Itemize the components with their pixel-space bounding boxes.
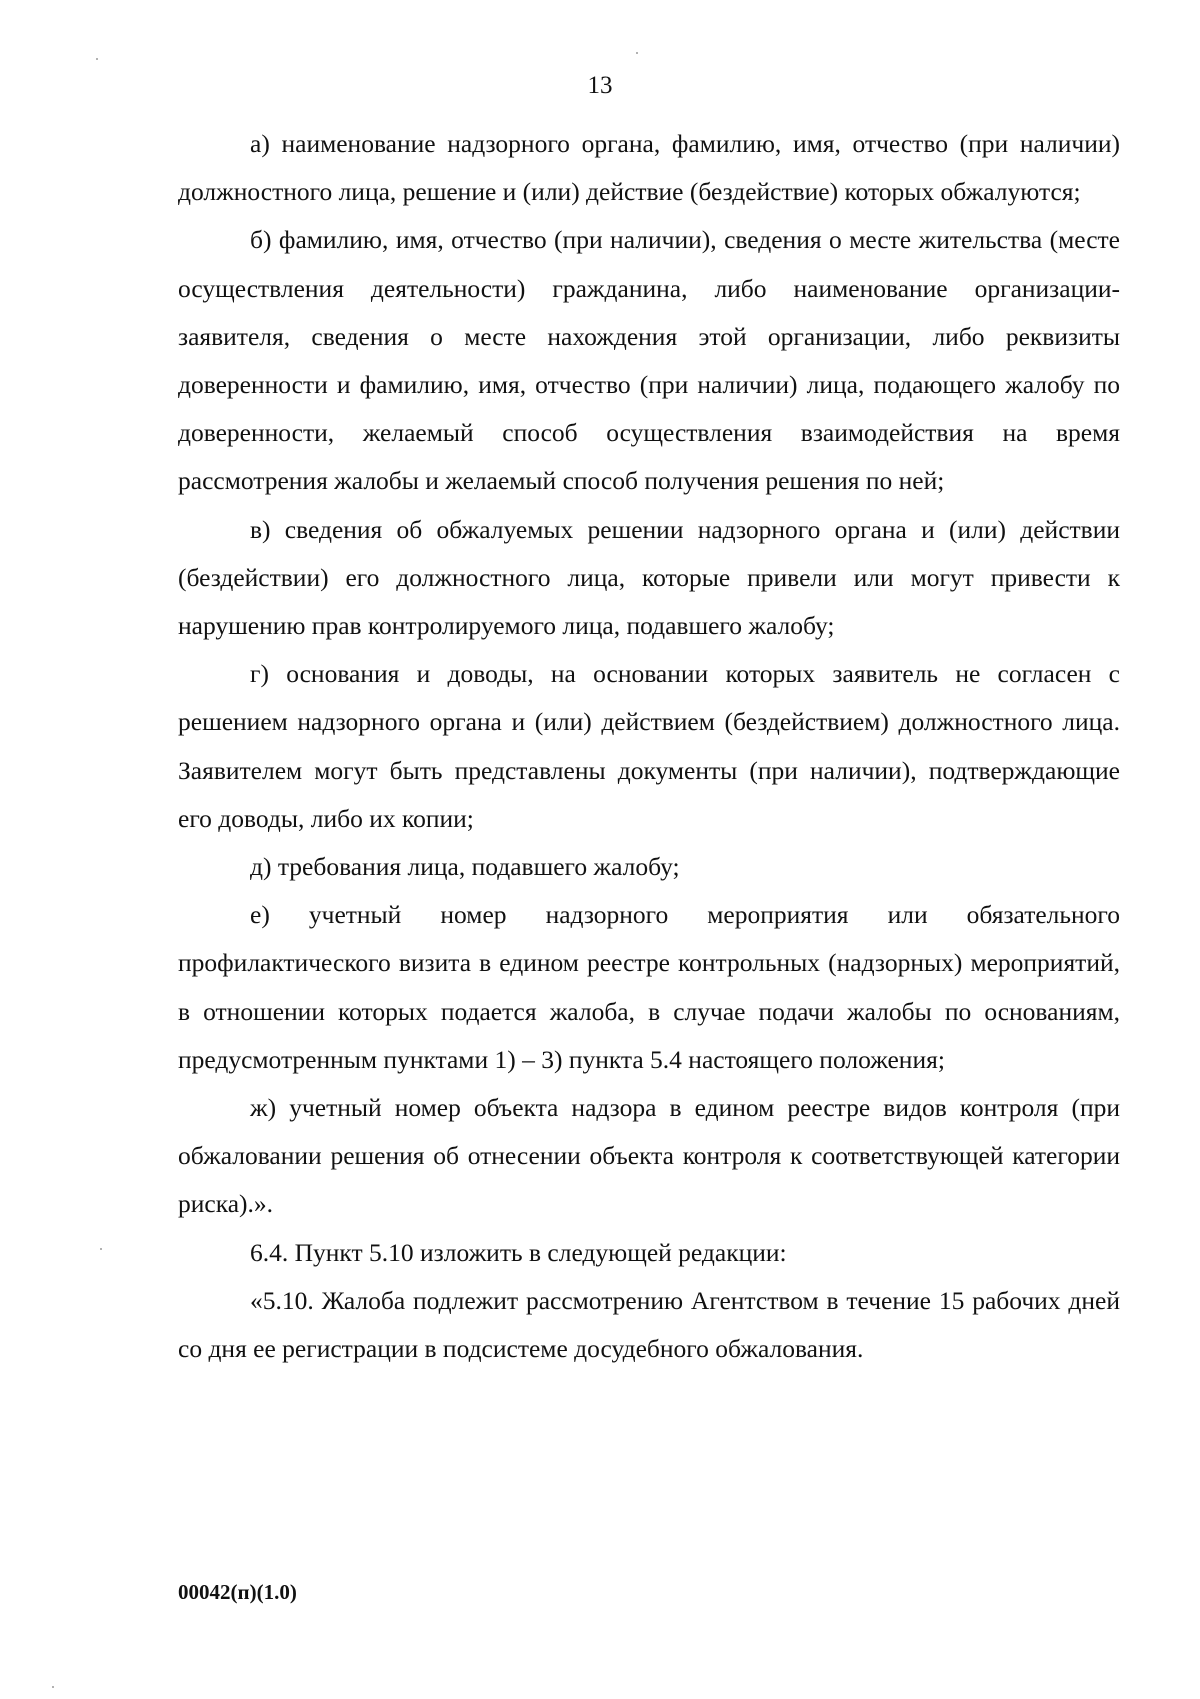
document-code: 00042(п)(1.0) — [178, 1580, 297, 1604]
document-body — [178, 120, 1120, 1373]
paragraph-b: б) фамилию, имя, отчество (при наличии), сведения о месте жительства (месте осуществления деятельности) гражданина, либо наименование организации-заявителя, сведения о месте нахождения этой организации, либо реквизиты доверенности и фамилию, имя, отчество (при наличии) лица, подающего жалобу по доверенности, желаемый способ осуществления взаимодействия на время рассмотрения жалобы и желаемый способ получения решения по ней; — [178, 225, 1120, 496]
scan-speck — [52, 1686, 54, 1688]
paragraph-6-4: 6.4. Пункт 5.10 изложить в следующей редакции: — [250, 1237, 787, 1267]
scan-speck — [96, 58, 98, 60]
paragraph-a: а) наименование надзорного органа, фамилию, имя, отчество (при наличии) должностного лица, решение и (или) действие (бездействие) которых обжалуются; — [178, 129, 1120, 207]
page-number: 13 — [587, 72, 613, 99]
paragraph-5-10: «5.10. Жалоба подлежит рассмотрению Агентством в течение 15 рабочих дней со дня ее регистрации в подсистеме досудебного обжалования. — [178, 1285, 1120, 1364]
paragraph-g: г) основания и доводы, на основании которых заявитель не согласен с решением надзорного органа и (или) действием (бездействием) должностного лица. Заявителем могут быть представлены документы (при наличии), подтверждающие его доводы, либо их копии; — [178, 659, 1120, 833]
scan-speck — [100, 1248, 102, 1250]
paragraph-v: в) сведения об обжалуемых решении надзорного органа и (или) действии (бездействии) его должностного лица, которые привели или могут привести к нарушению прав контролируемого лица, подавшего жалобу; — [178, 514, 1120, 641]
scan-speck — [636, 52, 638, 54]
paragraph-e: е) учетный номер надзорного мероприятия или обязательного профилактического визита в едином реестре контрольных (надзорных) мероприятий, в отношении которых подается жалоба, в случае подачи жалобы по основаниям, предусмотренным пунктами 1) – 3) пункта 5.4 настоящего положения; — [178, 900, 1120, 1074]
paragraph-zh: ж) учетный номер объекта надзора в едином реестре видов контроля (при обжаловании решения об отнесении объекта контроля к соответствующей категории риска).». — [178, 1093, 1120, 1219]
paragraph-d: д) требования лица, подавшего жалобу; — [250, 852, 680, 882]
